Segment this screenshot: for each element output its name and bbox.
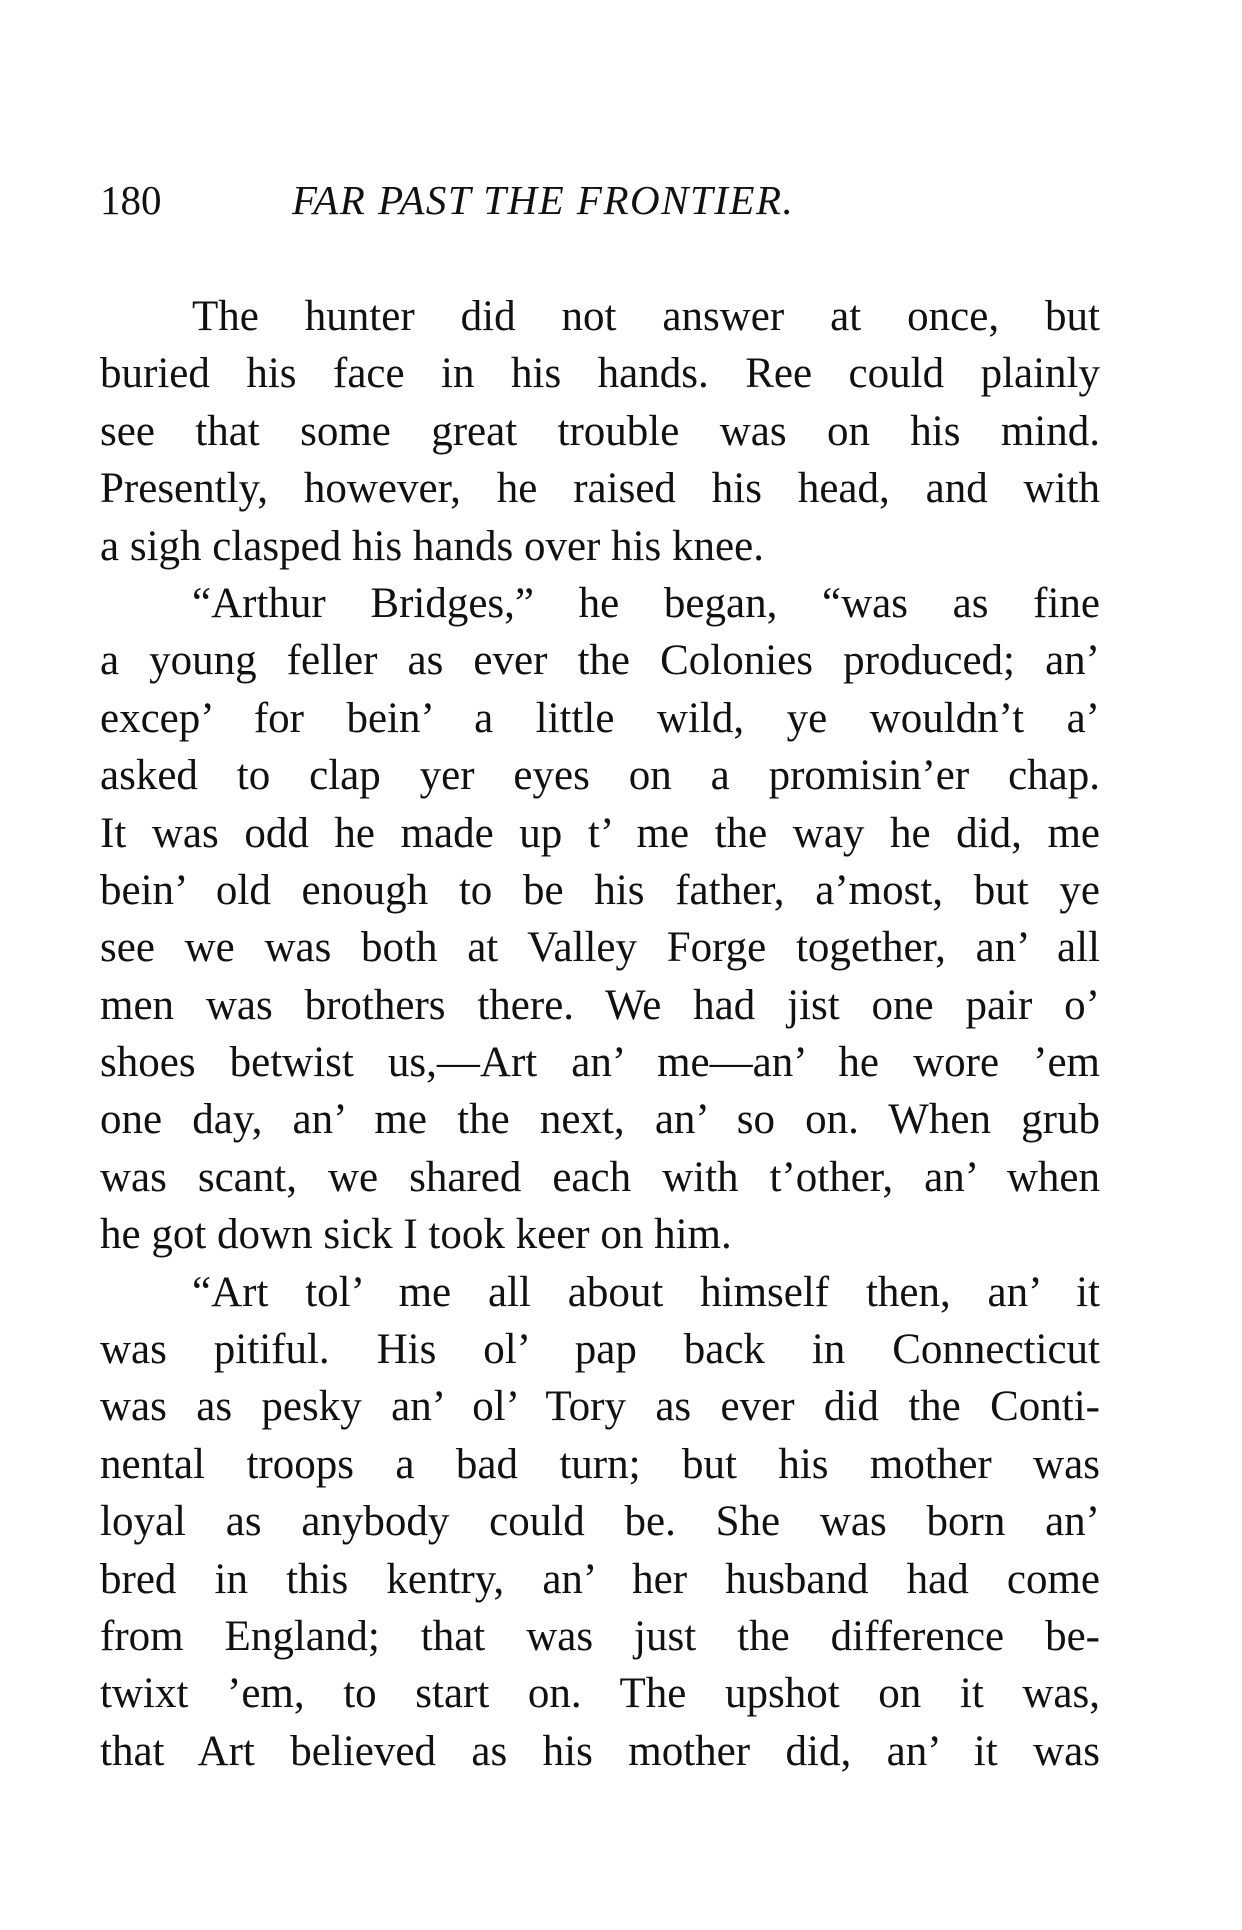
text-line: Presently, however, he raised his head, and with (100, 465, 1100, 513)
text-line: bred in this kentry, an’ her husband had come (100, 1555, 1100, 1603)
text-line: men was brothers there. We had jist one pair o’ (100, 981, 1100, 1029)
text-line: a young feller as ever the Colonies produced; an’ (100, 637, 1100, 685)
text-line: a sigh clasped his hands over his knee. (100, 522, 764, 570)
text-line: “Art tol’ me all about himself then, an’ it (192, 1268, 1100, 1316)
text-line: from England; that was just the difference be- (100, 1612, 1100, 1660)
text-line: was pitiful. His ol’ pap back in Connecticut (100, 1326, 1100, 1374)
running-title: FAR PAST THE FRONTIER. (292, 177, 795, 223)
running-head (100, 172, 1130, 228)
text-line: excep’ for bein’ a little wild, ye wouldn’t a’ (100, 694, 1100, 742)
text-line: The hunter did not answer at once, but (192, 293, 1100, 340)
text-line: see we was both at Valley Forge together, an’ all (100, 924, 1100, 972)
text-line: It was odd he made up t’ me the way he did, me (100, 809, 1100, 857)
text-line: shoes betwist us,—Art an’ me—an’ he wore ’em (100, 1039, 1100, 1087)
text-line: was scant, we shared each with t’other, an’ when (100, 1153, 1100, 1201)
text-line: “Arthur Bridges,” he began, “was as fine (192, 579, 1100, 627)
text-line: that Art believed as his mother did, an’ it was (100, 1727, 1100, 1775)
text-line: one day, an’ me the next, an’ so on. When grub (100, 1096, 1100, 1144)
text-line: loyal as anybody could be. She was born an’ (100, 1498, 1100, 1546)
page-number: 180 (100, 177, 162, 223)
body-text (100, 288, 1100, 1780)
text-line: see that some great trouble was on his mind. (100, 407, 1100, 455)
text-line: was as pesky an’ ol’ Tory as ever did the Conti- (100, 1383, 1100, 1431)
text-line: twixt ’em, to start on. The upshot on it was, (100, 1670, 1100, 1718)
text-line: buried his face in his hands. Ree could plainly (100, 350, 1100, 398)
text-line: asked to clap yer eyes on a promisin’er chap. (100, 752, 1100, 800)
text-line: bein’ old enough to be his father, a’most, but ye (100, 866, 1100, 914)
text-line: nental troops a bad turn; but his mother was (100, 1440, 1100, 1488)
text-line: he got down sick I took keer on him. (100, 1211, 732, 1259)
